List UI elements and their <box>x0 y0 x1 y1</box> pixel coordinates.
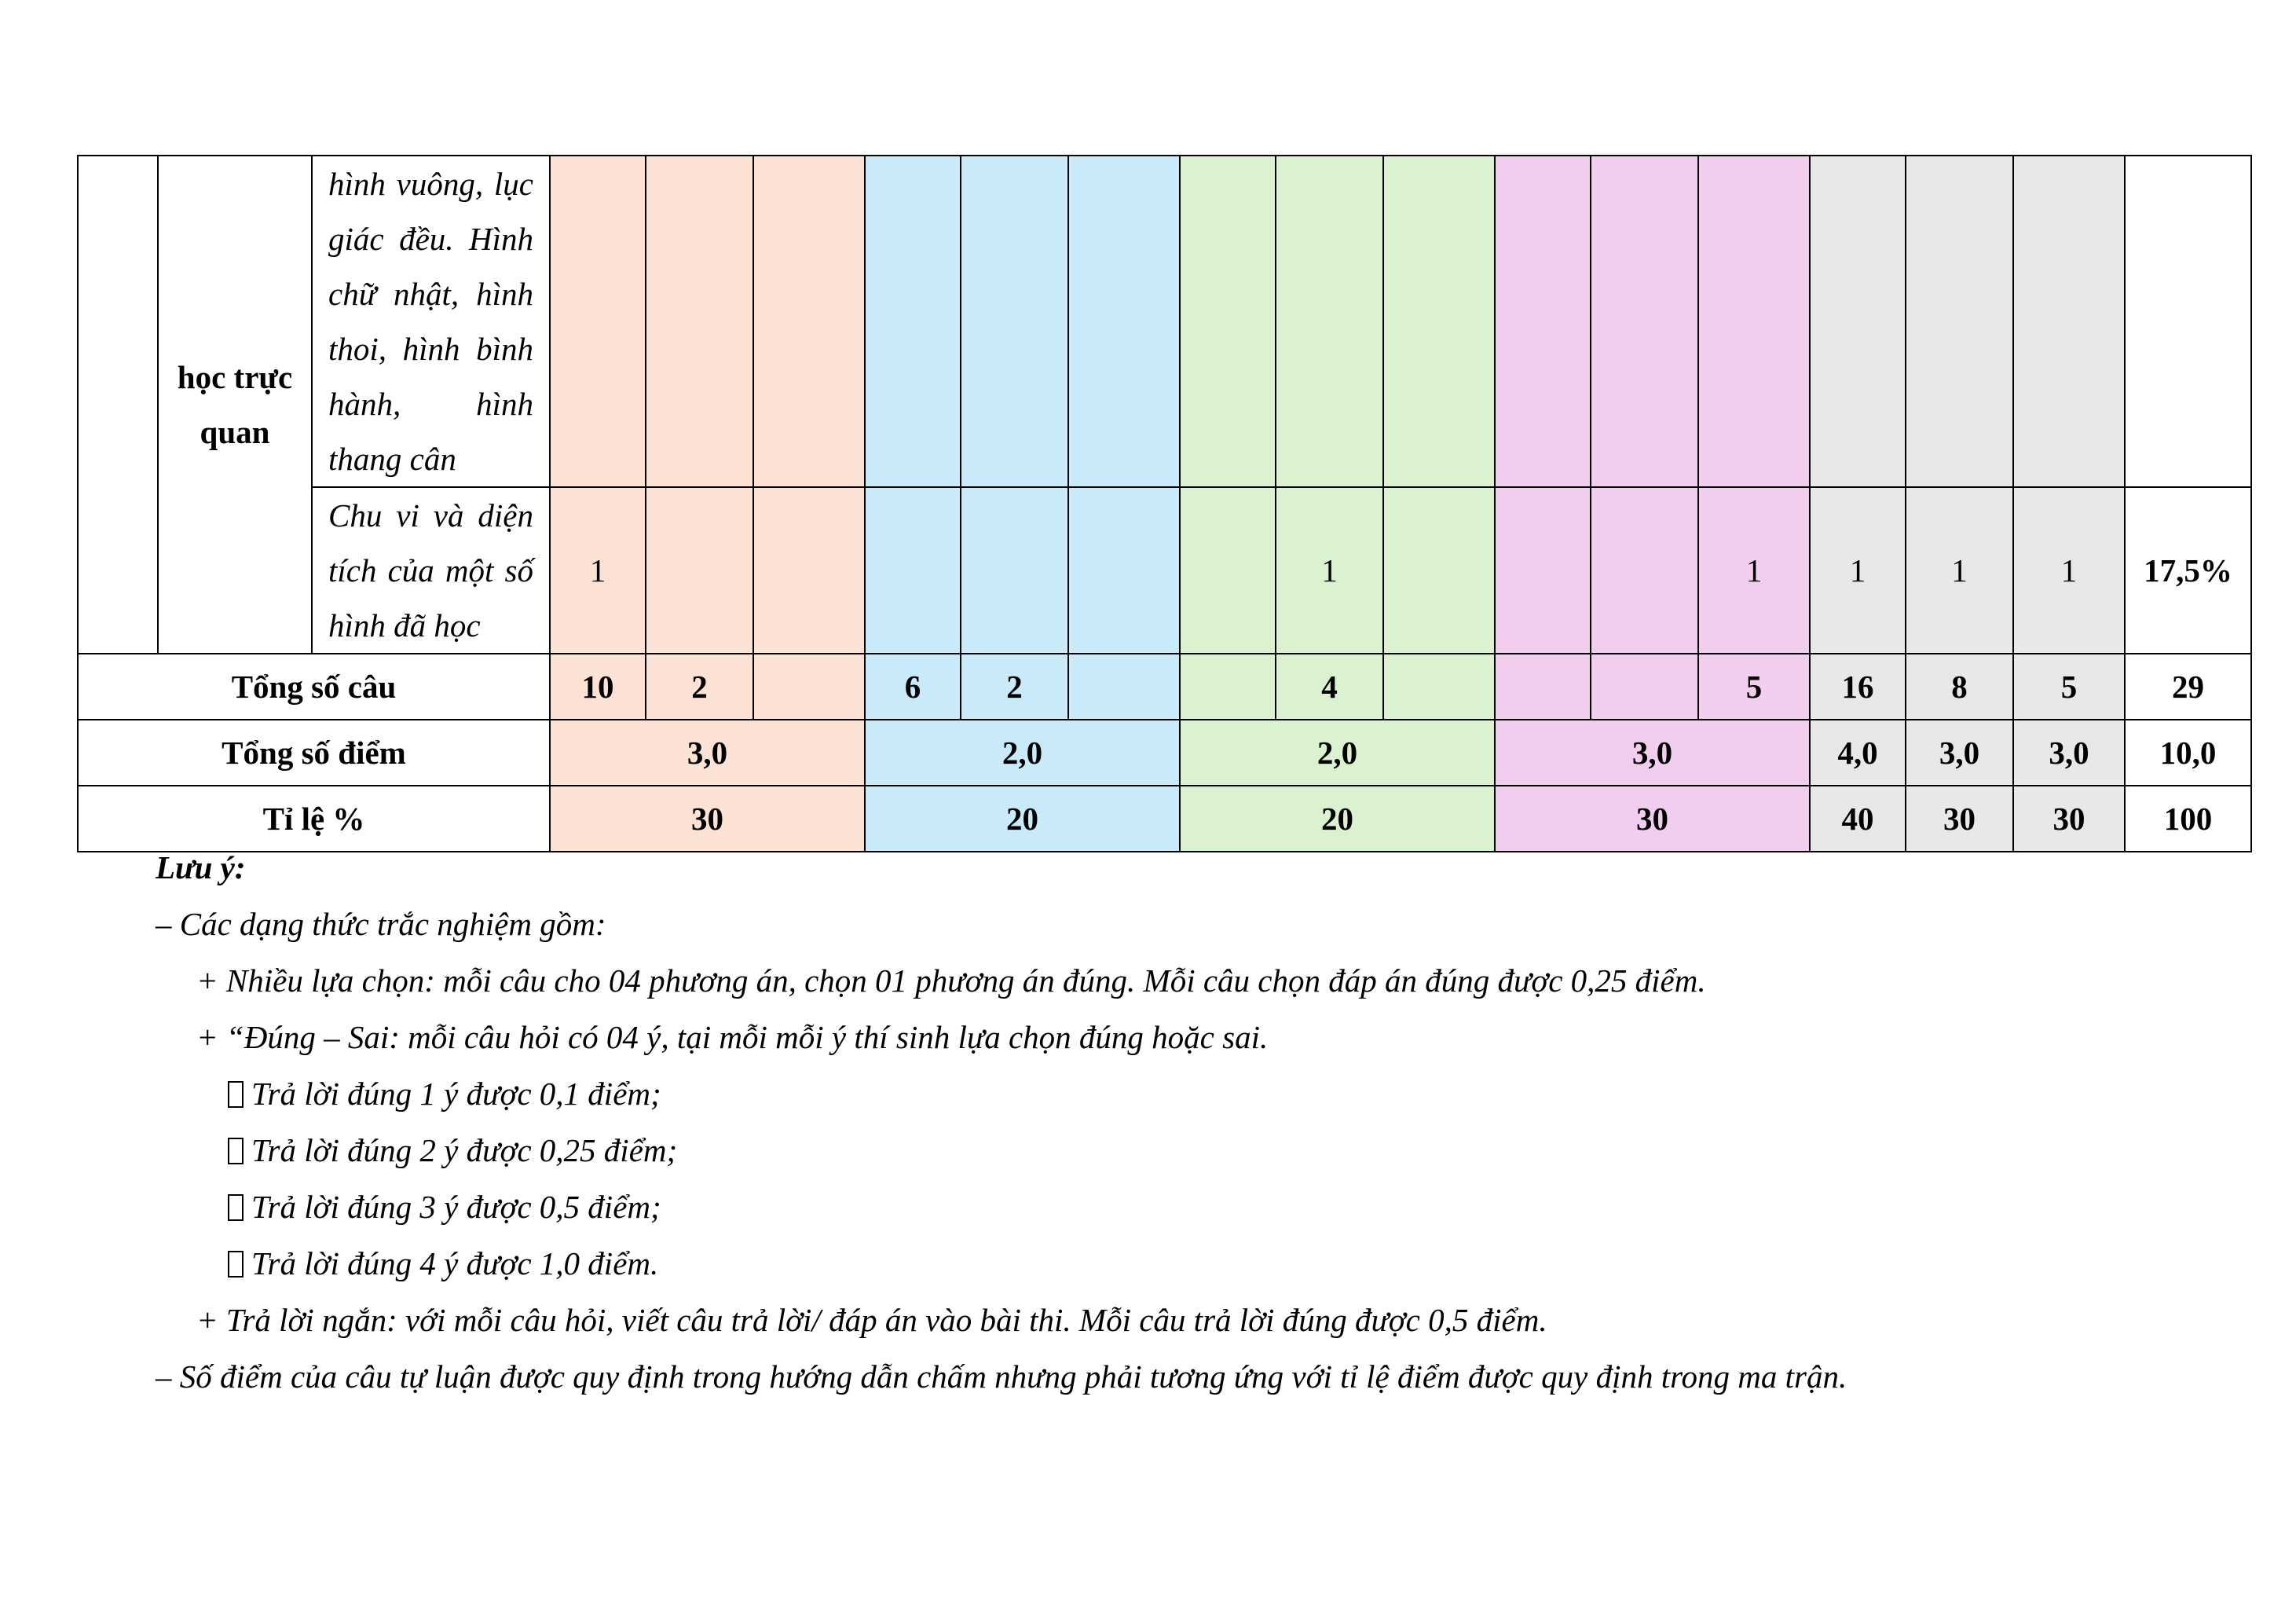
note-text: Trả lời đúng 4 ý được 1,0 điểm. <box>251 1245 659 1281</box>
cell <box>2125 156 2251 487</box>
cell: 8 <box>1906 654 2013 720</box>
cell <box>753 654 865 720</box>
group-cell: 3,0 <box>550 720 865 786</box>
cell <box>646 487 753 654</box>
cell <box>646 156 753 487</box>
cell: 1 <box>2013 487 2125 654</box>
row-label: Tỉ lệ % <box>78 786 550 852</box>
cell: 29 <box>2125 654 2251 720</box>
chapter-cell: học trực quan <box>158 156 312 654</box>
dash: – <box>156 906 172 942</box>
note-line: + Trả lời ngắn: với mỗi câu hỏi, viết câu trả lời/ đáp án vào bài thi. Mỗi câu trả lời đúng được 0,5 điểm. <box>196 1302 1547 1338</box>
cell: 1 <box>1810 487 1906 654</box>
group-cell: 30 <box>1495 786 1810 852</box>
cell <box>753 156 865 487</box>
row-percentage <box>78 786 2251 852</box>
cell <box>1180 487 1276 654</box>
cell <box>961 156 1068 487</box>
note-text: Trả lời đúng 3 ý được 0,5 điểm; <box>251 1189 661 1225</box>
note-subline <box>228 1065 661 1122</box>
cell <box>1180 654 1276 720</box>
cell <box>1068 156 1180 487</box>
cell <box>1068 487 1180 654</box>
cell: 16 <box>1810 654 1906 720</box>
row-topic-1 <box>78 156 2251 487</box>
cell: 30 <box>1906 786 2013 852</box>
row-label: Tổng số điểm <box>78 720 550 786</box>
cell <box>1495 487 1591 654</box>
row-topic-2 <box>78 487 2251 654</box>
note-subline <box>228 1235 658 1292</box>
group-cell: 20 <box>865 786 1180 852</box>
cell: 1 <box>1906 487 2013 654</box>
note-subline <box>228 1122 677 1179</box>
checkbox-glyph-icon <box>228 1194 244 1221</box>
cell: 10 <box>550 654 646 720</box>
group-cell: 3,0 <box>1495 720 1810 786</box>
cell: 3,0 <box>2013 720 2125 786</box>
cell <box>2013 156 2125 487</box>
cell <box>961 487 1068 654</box>
cell: 40 <box>1810 786 1906 852</box>
cell <box>1383 487 1495 654</box>
checkbox-glyph-icon <box>228 1081 244 1108</box>
cell <box>1906 156 2013 487</box>
cell <box>1495 654 1591 720</box>
index-cell <box>78 156 158 654</box>
note-line <box>156 896 606 952</box>
note-line: + “Đúng – Sai: mỗi câu hỏi có 04 ý, tại mỗi mỗi ý thí sinh lựa chọn đúng hoặc sai. <box>196 1019 1269 1055</box>
cell <box>1495 156 1591 487</box>
topic-cell: hình vuông, lục giác đều. Hình chữ nhật, hình thoi, hình bình hành, hình thang cân <box>312 156 550 487</box>
cell <box>1180 156 1276 487</box>
notes-title: Lưu ý: <box>156 849 246 885</box>
note-subline <box>228 1179 661 1235</box>
note-line: + Nhiều lựa chọn: mỗi câu cho 04 phương án, chọn 01 phương án đúng. Mỗi câu chọn đáp án đúng được 0,25 điểm. <box>196 962 1706 999</box>
cell: 3,0 <box>1906 720 2013 786</box>
group-cell: 20 <box>1180 786 1495 852</box>
cell <box>1383 654 1495 720</box>
cell: 5 <box>1698 654 1810 720</box>
note-text: Các dạng thức trắc nghiệm gồm: <box>179 906 606 942</box>
topic-cell: Chu vi và diện tích của một số hình đã học <box>312 487 550 654</box>
checkbox-glyph-icon <box>228 1138 244 1164</box>
cell <box>1383 156 1495 487</box>
cell: 1 <box>1276 487 1383 654</box>
cell <box>1068 654 1180 720</box>
percentage-cell: 17,5% <box>2125 487 2251 654</box>
checkbox-glyph-icon <box>228 1251 244 1278</box>
cell: 10,0 <box>2125 720 2251 786</box>
cell <box>1276 156 1383 487</box>
row-label: Tổng số câu <box>78 654 550 720</box>
cell: 1 <box>1698 487 1810 654</box>
cell <box>1698 156 1810 487</box>
group-cell: 2,0 <box>865 720 1180 786</box>
cell <box>865 156 961 487</box>
cell <box>1591 654 1698 720</box>
note-text: Trả lời đúng 1 ý được 0,1 điểm; <box>251 1076 661 1112</box>
cell: 4,0 <box>1810 720 1906 786</box>
group-cell: 30 <box>550 786 865 852</box>
note-text: Trả lời đúng 2 ý được 0,25 điểm; <box>251 1132 678 1168</box>
cell <box>753 487 865 654</box>
row-total-questions <box>78 654 2251 720</box>
cell: 100 <box>2125 786 2251 852</box>
cell: 2 <box>961 654 1068 720</box>
cell <box>865 487 961 654</box>
cell: 6 <box>865 654 961 720</box>
cell: 4 <box>1276 654 1383 720</box>
cell: 5 <box>2013 654 2125 720</box>
group-cell: 2,0 <box>1180 720 1495 786</box>
cell: 2 <box>646 654 753 720</box>
cell <box>1591 156 1698 487</box>
assessment-matrix-table <box>77 155 2252 852</box>
cell: 1 <box>550 487 646 654</box>
row-total-points <box>78 720 2251 786</box>
cell <box>1810 156 1906 487</box>
cell <box>1591 487 1698 654</box>
cell: 30 <box>2013 786 2125 852</box>
cell <box>550 156 646 487</box>
note-line: – Số điểm của câu tự luận được quy định trong hướng dẫn chấm nhưng phải tương ứng với tỉ lệ điểm được quy định trong ma trận. <box>156 1358 1847 1395</box>
